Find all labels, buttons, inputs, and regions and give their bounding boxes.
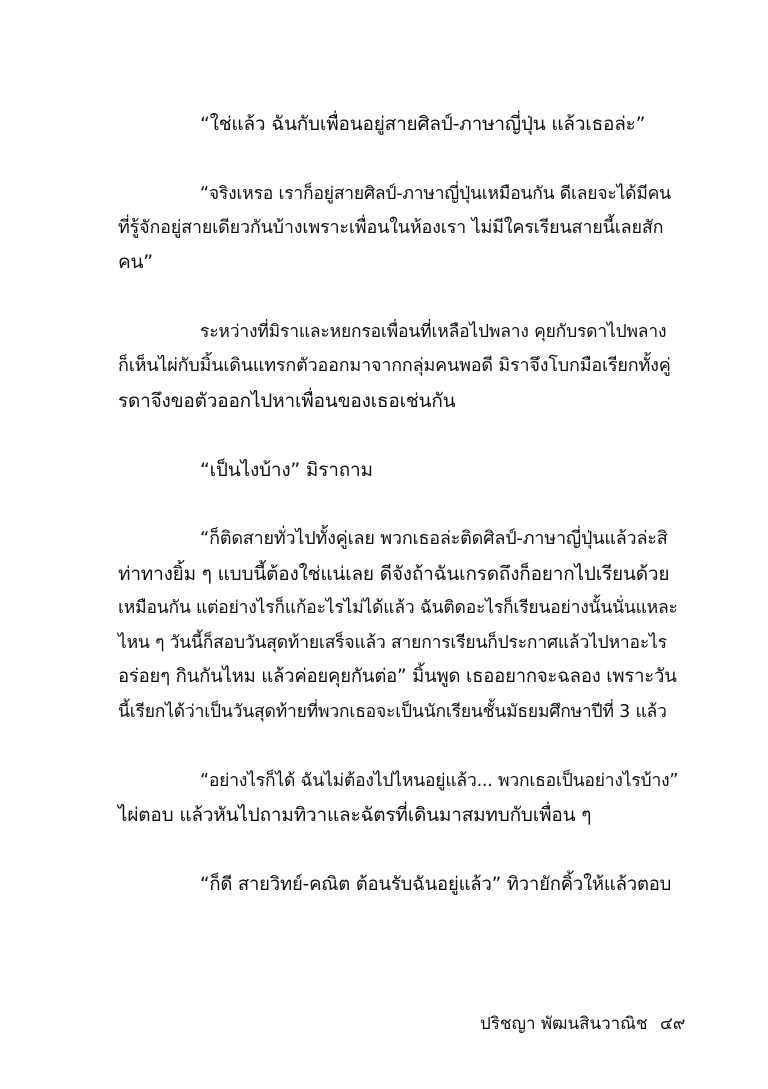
paragraph-3-line-2: ก็เห็นไผ่กับมิ้นเดินแทรกตัวออกมาจากกลุ่มคนพอดี มิราจึงโบกมือเรียกทั้งคู่ [118, 355, 671, 376]
paragraph-4-line-1: “เป็นไงบ้าง” มิราถาม [200, 459, 373, 481]
paragraph-6-line-2: ไผ่ตอบ แล้วหันไปถามทิวาและฉัตรที่เดินมาสมทบกับเพื่อน ๆ [118, 804, 592, 826]
paragraph-2-line-2: ที่รู้จักอยู่สายเดียวกันบ้างเพราะเพื่อนในห้องเรา ไม่มีใครเรียนสายนี้เลยสัก [118, 217, 664, 238]
paragraph-2-line-1: “จริงเหรอ เราก็อยู่สายศิลป์-ภาษาญี่ปุ่นเหมือนกัน ดีเลยจะได้มีคน [200, 184, 671, 204]
paragraph-5-line-3: เหมือนกัน แต่อย่างไรก็แก้อะไรไม่ได้แล้ว ฉันติดอะไรก็เรียนอย่างนั้นนั่นแหละ [118, 598, 678, 618]
paragraph-3-line-1: ระหว่างที่มิราและหยกรอเพื่อนที่เหลือไปพลาง คุยกับรดาไปพลาง [200, 322, 667, 342]
paragraph-7-line-1: “ก็ดี สายวิทย์-คณิต ต้อนรับฉันอยู่แล้ว” ทิวายักคิ้วให้แล้วตอบ [200, 874, 672, 895]
paragraph-5-line-4: ไหน ๆ วันนี้ก็สอบวันสุดท้ายเสร็จแล้ว สายการเรียนก็ประกาศแล้วไปหาอะไร [118, 633, 667, 653]
paragraph-5-line-2: ท่าทางยิ้ม ๆ แบบนี้ต้องใช่แน่เลย ดีจังถ้าฉันเกรดถึงก็อยากไปเรียนด้วย [118, 563, 670, 585]
footer-author: ปริชญา พัฒนสินวาณิช [480, 1014, 648, 1034]
paragraph-5-line-1: “ก็ติดสายทั่วไปทั้งคู่เลย พวกเธอล่ะติดศิลป์-ภาษาญี่ปุ่นแล้วล่ะสิ [200, 528, 668, 549]
paragraph-5-line-6: นี้เรียกได้ว่าเป็นวันสุดท้ายที่พวกเธอจะเป็นนักเรียนชั้นมัธยมศึกษาปีที่ 3 แล้ว [118, 702, 667, 722]
paragraph-2-line-3: คน” [118, 251, 153, 273]
paragraph-5-line-5: อร่อยๆ กินกันไหม แล้วค่อยคุยกันต่อ” มิ้นพูด เธออยากจะฉลอง เพราะวัน [118, 666, 677, 687]
page-number: ๔๙ [660, 1014, 686, 1034]
paragraph-1-line-1: “ใช่แล้ว ฉันกับเพื่อนอยู่สายศิลป์-ภาษาญี่ปุ่น แล้วเธอล่ะ” [200, 113, 646, 135]
paragraph-3-line-3: รดาจึงขอตัวออกไปหาเพื่อนของเธอเช่นกัน [118, 390, 456, 412]
paragraph-6-line-1: “อย่างไรก็ได้ ฉันไม่ต้องไปไหนอยู่แล้ว... พวกเธอเป็นอย่างไรบ้าง” [200, 771, 679, 791]
